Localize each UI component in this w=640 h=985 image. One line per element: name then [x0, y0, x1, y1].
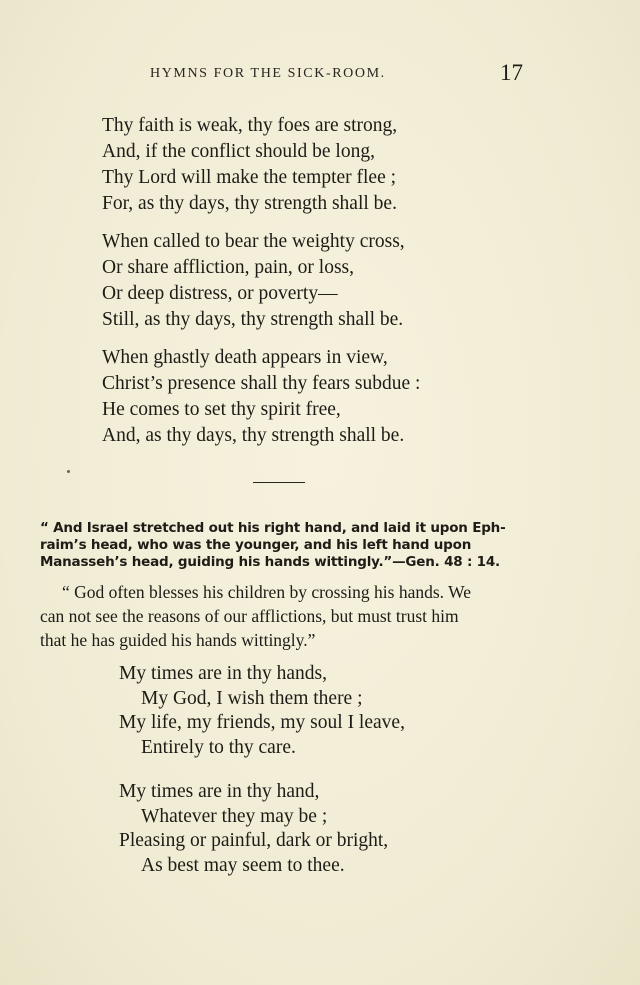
verse-line: My times are in thy hands, [119, 663, 327, 684]
verse-line: Pleasing or painful, dark or bright, [119, 830, 389, 851]
hymn1-stanza-3 [102, 345, 420, 449]
verse-line: Or share affliction, pain, or loss, [102, 257, 354, 278]
verse-line: Or deep distress, or poverty— [102, 283, 338, 304]
verse-line: Thy faith is weak, thy foes are strong, [102, 115, 398, 136]
epigraph-line: Manasseh’s head, guiding his hands wittingly.”—Gen. 48 : 14. [40, 554, 500, 570]
epigraph-line: “ And Israel stretched out his right hand, and laid it upon Eph- [40, 520, 506, 536]
verse-line: Entirely to thy care. [141, 736, 296, 758]
verse-line: He comes to set thy spirit free, [102, 399, 341, 420]
verse-line: For, as thy days, thy strength shall be. [102, 193, 397, 214]
verse-line: As best may seem to thee. [141, 854, 345, 876]
verse-line: My times are in thy hand, [119, 781, 320, 802]
verse-line: Christ’s presence shall thy fears subdue : [102, 373, 421, 394]
scripture-epigraph [40, 520, 522, 571]
hymn1-stanza-2 [102, 229, 405, 333]
verse-line: My life, my friends, my soul I leave, [119, 712, 405, 733]
verse-line: When ghastly death appears in view, [102, 347, 388, 368]
verse-line: And, as thy days, thy strength shall be. [102, 425, 405, 446]
quote-line: “ God often blesses his children by crossing his hands. We [62, 582, 471, 602]
verse-line: Still, as thy days, thy strength shall be. [102, 309, 404, 330]
hymn1-stanza-1 [102, 113, 397, 217]
print-speck [67, 470, 70, 473]
quote-line: that he has guided his hands wittingly.” [40, 630, 316, 650]
hymn2-stanza-2 [119, 780, 388, 878]
verse-line: Thy Lord will make the tempter flee ; [102, 167, 397, 188]
verse-line: Whatever they may be ; [141, 805, 328, 827]
page-header [0, 62, 640, 92]
verse-line: My God, I wish them there ; [141, 687, 363, 709]
page-number: 17 [500, 60, 523, 85]
quote-line: can not see the reasons of our afflictions, but must trust him [40, 606, 459, 626]
commentary-quote [40, 580, 520, 652]
running-title: HYMNS FOR THE SICK-ROOM. [150, 66, 386, 81]
epigraph-line: raim’s head, who was the younger, and his left hand upon [40, 537, 472, 553]
section-divider [253, 482, 305, 483]
hymn2-stanza-1 [119, 662, 405, 760]
verse-line: And, if the conflict should be long, [102, 141, 375, 162]
verse-line: When called to bear the weighty cross, [102, 231, 405, 252]
